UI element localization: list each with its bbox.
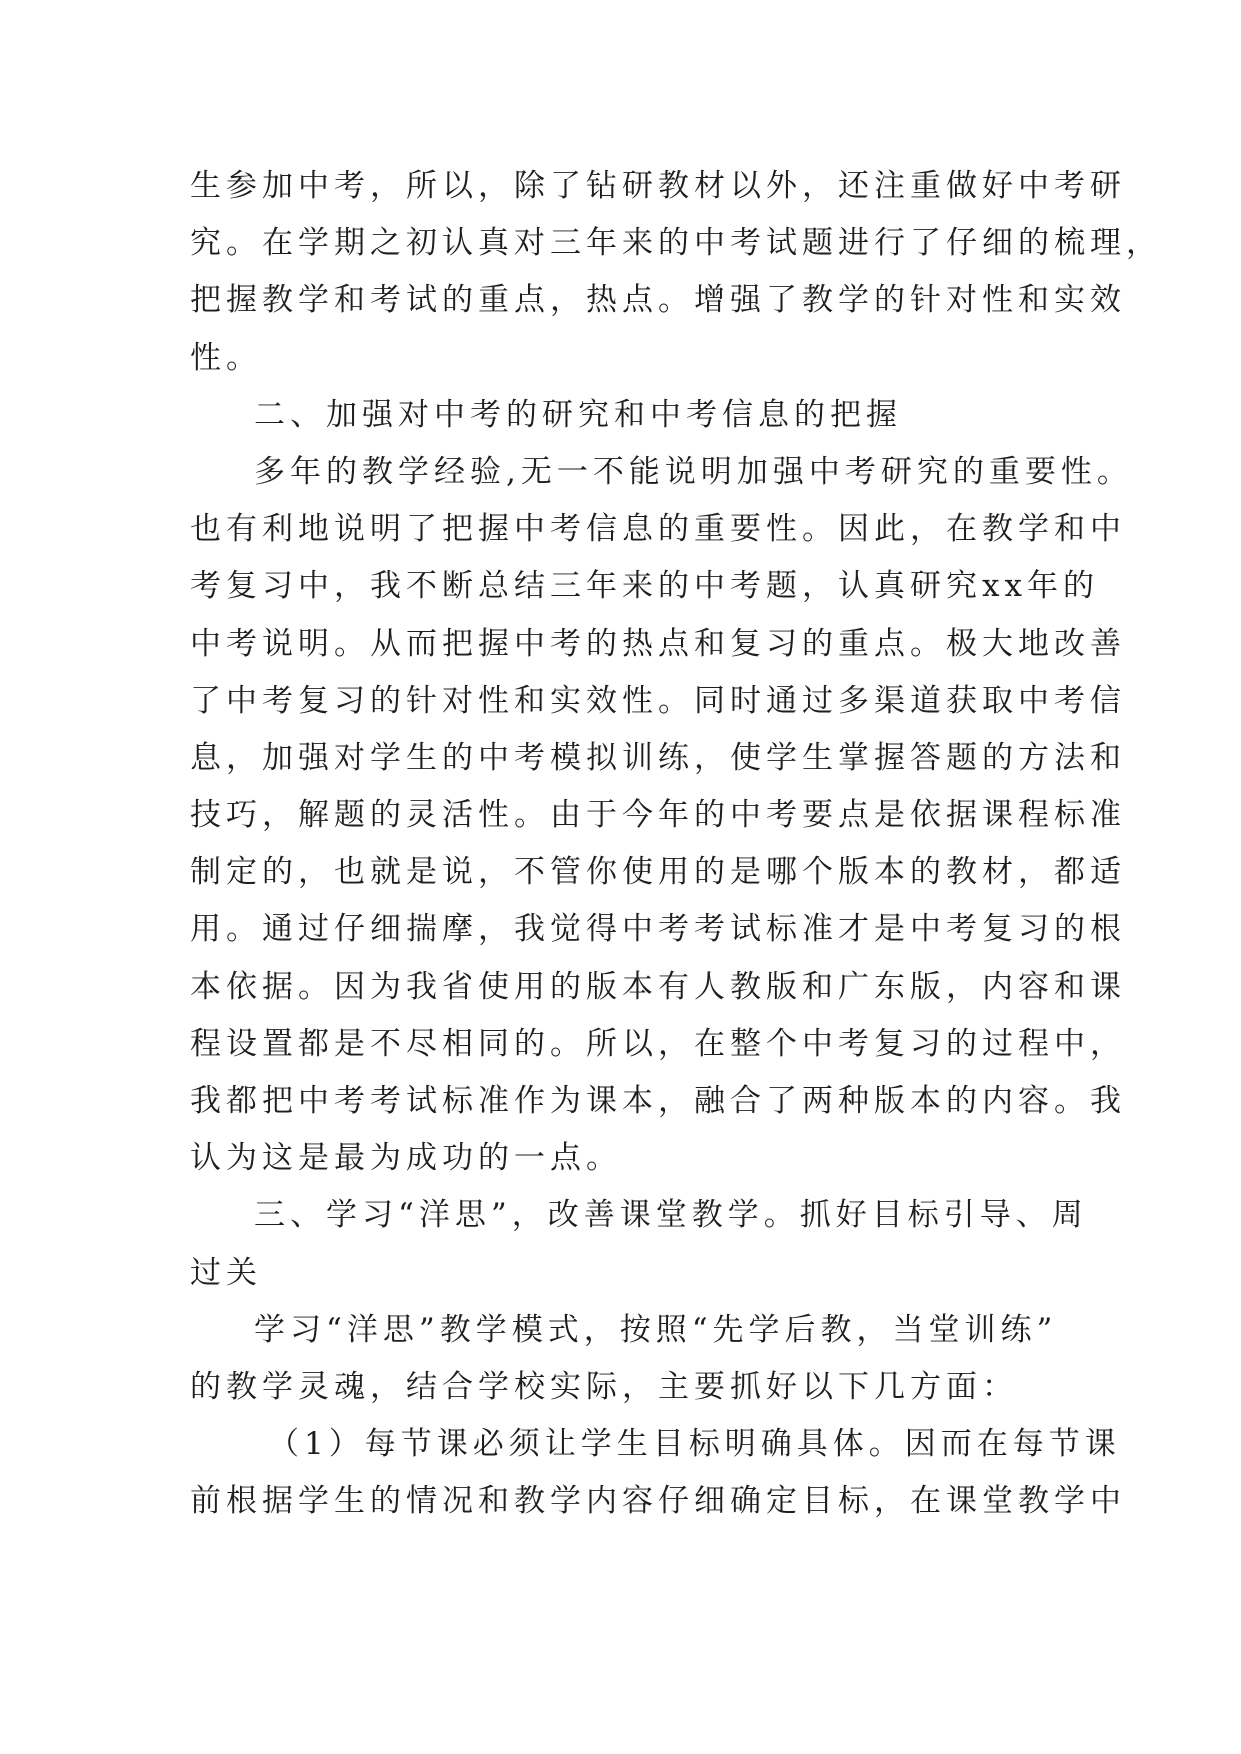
text-line: 我都把中考考试标准作为课本，融合了两种版本的内容。我 bbox=[190, 1083, 1126, 1119]
text-line: 前根据学生的情况和教学内容仔细确定目标，在课堂教学中 bbox=[190, 1483, 1126, 1520]
text-line: 本依据。因为我省使用的版本有人教版和广东版，内容和课 bbox=[190, 968, 1126, 1005]
text-line: 认为这是最为成功的一点。 bbox=[190, 1140, 622, 1177]
text-line: 把握教学和考试的重点，热点。增强了教学的针对性和实效 bbox=[190, 282, 1126, 319]
text-line: 也有利地说明了把握中考信息的重要性。因此，在教学和中 bbox=[190, 511, 1126, 548]
text-line: 性。 bbox=[190, 339, 262, 376]
text-line: 考复习中，我不断总结三年来的中考题，认真研究xx年的 bbox=[190, 568, 1099, 605]
text-line: 息，加强对学生的中考模拟训练，使学生掌握答题的方法和 bbox=[190, 739, 1126, 776]
text-line: 多年的教学经验,无一不能说明加强中考研究的重要性。 bbox=[254, 453, 1133, 490]
text-line: 的教学灵魂，结合学校实际，主要抓好以下几方面： bbox=[190, 1368, 1018, 1405]
section-heading: 三、学习“洋思”，改善课堂教学。抓好目标引导、周 bbox=[254, 1197, 1088, 1234]
text-line: 过关 bbox=[190, 1254, 262, 1291]
body-text bbox=[190, 158, 1162, 1531]
text-line: 了中考复习的针对性和实效性。同时通过多渠道获取中考信 bbox=[190, 682, 1126, 719]
text-line: 用。通过仔细揣摩，我觉得中考考试标准才是中考复习的根 bbox=[190, 911, 1126, 948]
text-line: 学习“洋思”教学模式，按照“先学后教，当堂训练” bbox=[254, 1311, 1058, 1348]
text-line: 生参加中考，所以，除了钻研教材以外，还注重做好中考研 bbox=[190, 168, 1126, 204]
text-line: 究。在学期之初认真对三年来的中考试题进行了仔细的梳理， bbox=[190, 225, 1162, 262]
section-heading: 二、加强对中考的研究和中考信息的把握 bbox=[254, 396, 902, 433]
text-line: 制定的，也就是说，不管你使用的是哪个版本的教材，都适 bbox=[190, 854, 1126, 891]
list-item: （1）每节课必须让学生目标明确具体。因而在每节课 bbox=[268, 1426, 1121, 1463]
text-line: 中考说明。从而把握中考的热点和复习的重点。极大地改善 bbox=[190, 625, 1126, 662]
text-line: 程设置都是不尽相同的。所以，在整个中考复习的过程中， bbox=[190, 1025, 1126, 1062]
text-line: 技巧，解题的灵活性。由于今年的中考要点是依据课程标准 bbox=[190, 797, 1126, 834]
